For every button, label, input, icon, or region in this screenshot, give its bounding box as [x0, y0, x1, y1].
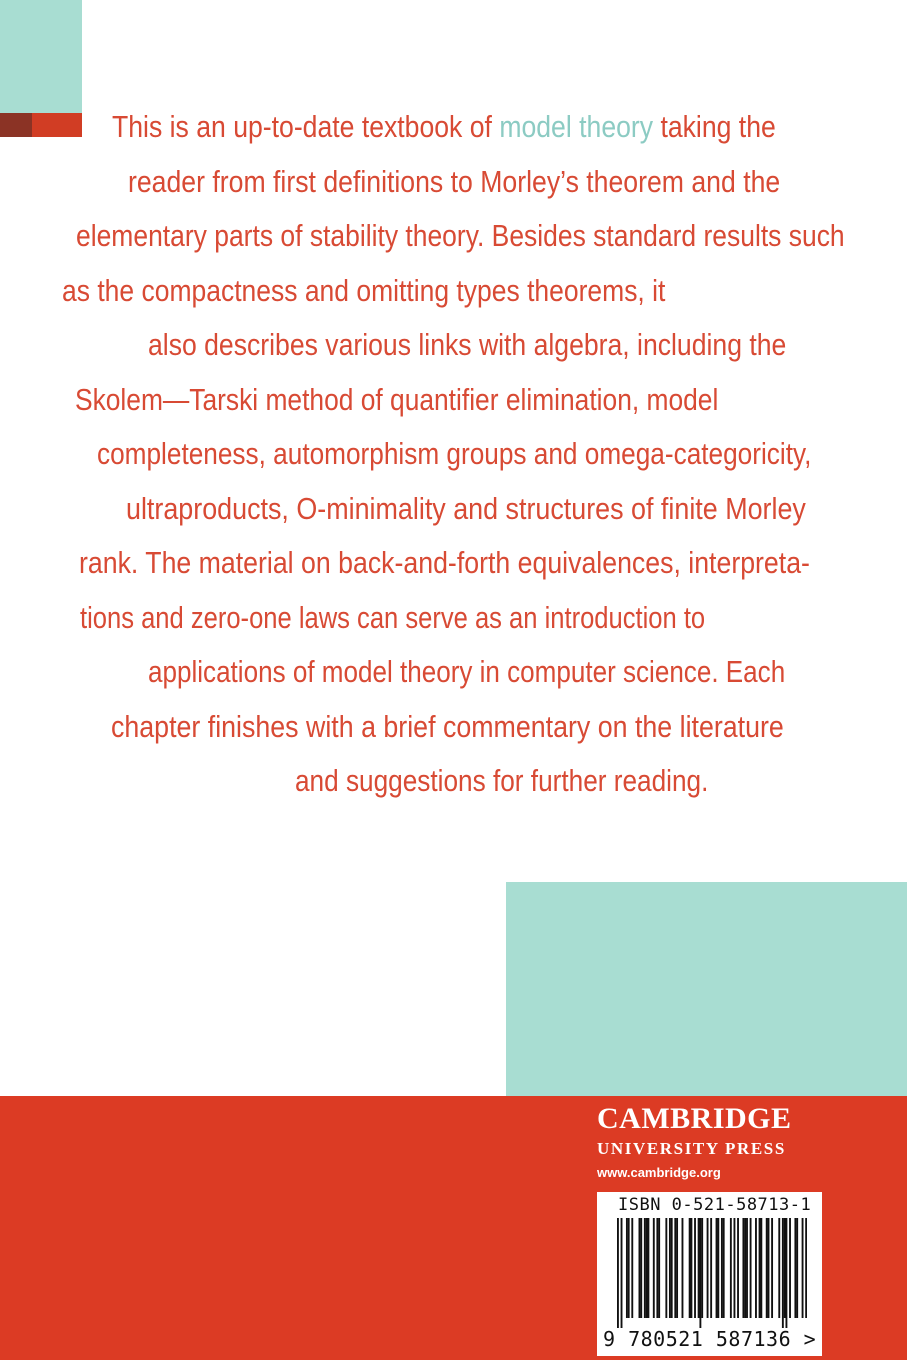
barcode-bar: [621, 1218, 623, 1328]
barcode-bar: [755, 1218, 757, 1318]
blurb-line: tions and zero-one laws can serve as an introduction to: [80, 600, 706, 635]
barcode-bar: [723, 1218, 725, 1318]
barcode-bar: [794, 1218, 796, 1318]
barcode-bar: [759, 1218, 761, 1318]
barcode-bar: [626, 1218, 628, 1318]
barcode-bar: [665, 1218, 667, 1318]
barcode-bar: [750, 1218, 752, 1318]
isbn-label: ISBN 0-521-58713-1: [618, 1195, 812, 1215]
barcode-bar: [778, 1218, 780, 1318]
blurb-text: taking the: [653, 109, 776, 144]
blurb-line: reader from first definitions to Morley’s theorem and the: [128, 164, 781, 199]
blurb-line: also describes various links with algebra, including the: [148, 327, 787, 362]
blurb-line: ultraproducts, O-minimality and structures of finite Morley: [126, 491, 806, 526]
barcode-bar: [742, 1218, 744, 1318]
barcode-bar: [782, 1218, 784, 1328]
barcode-bar: [644, 1218, 646, 1318]
barcode-bar: [676, 1218, 678, 1318]
barcode-bar: [628, 1218, 630, 1318]
barcode-bar: [656, 1218, 658, 1318]
barcode-bar: [721, 1218, 723, 1318]
barcode-bar: [617, 1218, 619, 1328]
barcode-bar: [689, 1218, 691, 1318]
barcode-bar: [744, 1218, 746, 1318]
ean-digits: 9 780521 587136 >: [603, 1327, 817, 1351]
barcode-bar: [805, 1218, 807, 1318]
barcode-bar: [734, 1218, 736, 1318]
barcode-bar: [789, 1218, 791, 1318]
publisher-url: www.cambridge.org: [597, 1165, 721, 1180]
blurb-line: applications of model theory in computer science. Each: [148, 654, 786, 689]
barcode-bars: [617, 1218, 807, 1328]
blurb-line: completeness, automorphism groups and omega-categoricity,: [97, 436, 812, 471]
barcode-bar: [698, 1218, 700, 1318]
barcode-bar: [690, 1218, 692, 1318]
blurb-line: and suggestions for further reading.: [295, 763, 709, 798]
blurb-line: rank. The material on back-and-forth equivalences, interpreta-: [79, 545, 810, 580]
barcode-bar: [682, 1218, 684, 1318]
barcode-bar: [647, 1218, 649, 1318]
barcode-bar: [701, 1218, 703, 1318]
barcode-bar: [710, 1218, 712, 1318]
barcode-bar: [796, 1218, 798, 1318]
barcode-bar: [717, 1218, 719, 1318]
barcode-bar: [802, 1218, 804, 1318]
blurb-line: Skolem—Tarski method of quantifier elimination, model: [75, 382, 719, 417]
blurb-line: as the compactness and omitting types theorems, it: [62, 273, 666, 308]
barcode-bar: [694, 1218, 696, 1318]
barcode-bar: [658, 1218, 660, 1318]
publisher-name: CAMBRIDGE: [597, 1102, 792, 1135]
barcode-bar: [784, 1218, 786, 1318]
barcode-bar: [746, 1218, 748, 1318]
blurb-line: chapter finishes with a brief commentary on the literature: [111, 709, 784, 744]
barcode-bar: [674, 1218, 676, 1318]
barcode-bar: [771, 1218, 773, 1318]
barcode-bar: [707, 1218, 709, 1318]
barcode-bar: [760, 1218, 762, 1318]
barcode-bar: [639, 1218, 641, 1318]
barcode-bar: [669, 1218, 671, 1318]
barcode-bar: [653, 1218, 655, 1318]
blurb-line: elementary parts of stability theory. Besides standard results such: [76, 218, 845, 253]
barcode-bar: [640, 1218, 642, 1318]
barcode-bar: [766, 1218, 768, 1318]
barcode-bar: [768, 1218, 770, 1318]
barcode-bar: [737, 1218, 739, 1318]
barcode-bar: [631, 1218, 633, 1318]
middle-teal-block: [506, 882, 907, 1096]
blurb-line: [112, 108, 776, 146]
barcode-bar: [785, 1218, 787, 1328]
blurb-text: This is an up-to-date textbook of: [112, 109, 500, 144]
barcode-bar: [716, 1218, 718, 1318]
barcode-bar: [671, 1218, 673, 1318]
barcode-bar: [730, 1218, 732, 1318]
blurb-highlight: model theory: [499, 109, 654, 144]
barcode-bar: [699, 1218, 701, 1328]
barcode-bar: [646, 1218, 648, 1318]
publisher-subtitle: UNIVERSITY PRESS: [597, 1139, 786, 1158]
